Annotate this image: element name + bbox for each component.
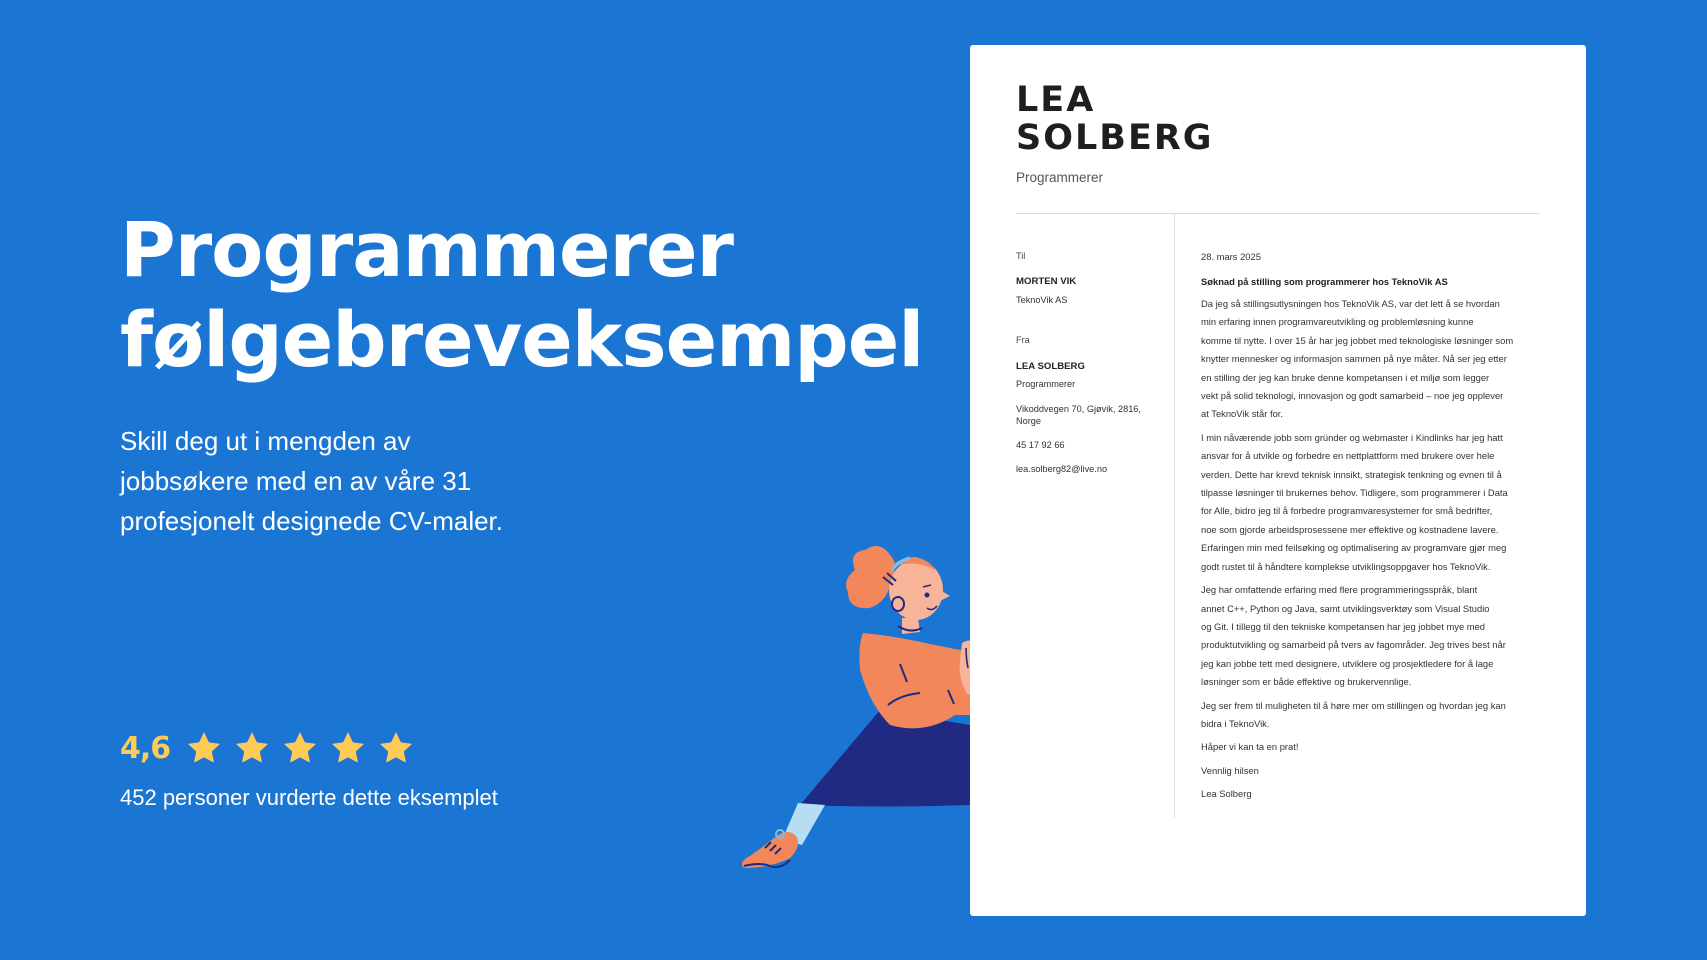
subtitle-line-1: Skill deg ut i mengden av	[120, 426, 411, 456]
contact-sidebar	[1016, 250, 1161, 475]
subtitle-line-3: profesjonelt designede CV-maler.	[120, 506, 504, 536]
applicant-role: Programmerer	[1016, 170, 1104, 185]
page-title-line-2: følgebreveksempel	[120, 295, 924, 384]
rating-block	[120, 728, 414, 768]
star-icon	[234, 731, 270, 765]
paragraph-line: min erfaring innen programvareutvikling og problemløsning kunne	[1201, 316, 1474, 328]
paragraph	[1201, 295, 1541, 424]
star-icon	[282, 731, 318, 765]
woman-illustration-icon	[730, 540, 980, 880]
recipient-label: Til	[1016, 251, 1026, 261]
paragraph-line: godt rustet til å håndtere komplekse utviklingsoppgaver hos TeknoVik.	[1201, 560, 1491, 572]
closing-line: Håper vi kan ta en prat!	[1201, 741, 1299, 753]
page-title-line-1: Programmerer	[120, 205, 733, 294]
header-divider	[1016, 213, 1540, 214]
applicant-name	[1016, 81, 1214, 157]
paragraph-line: annet C++, Python og Java, samt utviklingsverktøy som Visual Studio	[1201, 602, 1490, 614]
star-icon	[378, 731, 414, 765]
paragraph-line: bidra i TeknoVik.	[1201, 717, 1270, 729]
paragraph-line: jeg kan jobbe tett med designere, utviklere og prosjektledere for å lage	[1201, 657, 1494, 669]
paragraph-line: Erfaringen min med feilsøking og optimalisering av programvare gjør meg	[1201, 542, 1507, 554]
paragraph	[1201, 581, 1541, 691]
sender-name: LEA SOLBERG	[1016, 361, 1085, 372]
paragraph-line: knytter mennesker og informasjon sammen på nye måter. Nå ser jeg etter	[1201, 353, 1507, 365]
paragraph-line: produktutvikling og samarbeid på tvers av fagområder. Jeg trives best når	[1201, 639, 1506, 651]
star-rating	[186, 731, 414, 765]
sender-role: Programmerer	[1016, 379, 1076, 389]
paragraph-line: Da jeg så stillingsutlysningen hos TeknoVik AS, var det lett å se hvordan	[1201, 298, 1500, 309]
paragraph	[1201, 429, 1541, 576]
rating-count: 452 personer vurderte dette eksemplet	[120, 785, 498, 810]
paragraph-line: at TeknoVik står for.	[1201, 408, 1283, 420]
paragraph-line: vekt på solid teknologi, innovasjon og godt samarbeid – noe jeg opplever	[1201, 390, 1504, 402]
sign-off: Vennlig hilsen	[1201, 764, 1259, 776]
column-divider	[1174, 214, 1175, 818]
rating-value: 4,6	[120, 730, 171, 766]
paragraph-line: og Git. I tillegg til den tekniske kompetansen har jeg jobbet mye med	[1201, 620, 1486, 632]
sender-address-line-1: Vikoddvegen 70, Gjøvik, 2816,	[1016, 404, 1141, 414]
paragraph-line: tilpasse løsninger til brukernes behov. Tidligere, som programmerer i Data	[1201, 487, 1508, 499]
sender-label: Fra	[1016, 335, 1030, 345]
letter-date: 28. mars 2025	[1201, 251, 1261, 262]
paragraph	[1201, 697, 1541, 734]
applicant-last-name: SOLBERG	[1016, 118, 1214, 158]
letter-subject: Søknad på stilling som programmerer hos TeknoVik AS	[1201, 276, 1448, 287]
cover-letter-card	[970, 45, 1586, 916]
paragraph-line: ansvar for å utvikle og forbedre en nettplattform med brukere over hele	[1201, 450, 1495, 462]
paragraph-line: I min nåværende jobb som gründer og webmaster i Kindlinks har jeg hatt	[1201, 431, 1503, 443]
recipient-name: MORTEN VIK	[1016, 276, 1077, 287]
sender-email: lea.solberg82@live.no	[1016, 464, 1108, 474]
paragraph-line: Jeg ser frem til muligheten til å høre mer om stillingen og hvordan jeg kan	[1201, 699, 1506, 711]
page-title	[120, 205, 924, 385]
paragraph-line: komme til nytte. I over 15 år har jeg jobbet med teknologiske løsninger som	[1201, 334, 1514, 346]
hero-subtitle	[120, 421, 560, 541]
signature: Lea Solberg	[1201, 788, 1252, 800]
paragraph-line: for Alle, bidro jeg til å forbedre programvaresystemer for små bedrifter,	[1201, 505, 1493, 517]
star-icon	[186, 731, 222, 765]
applicant-first-name: LEA	[1016, 80, 1096, 120]
hero-section	[120, 205, 924, 385]
sender-address-line-2: Norge	[1016, 416, 1042, 426]
paragraph-line: noe som gjorde arbeidsprosessene mer effektive og kostnadene lavere.	[1201, 523, 1499, 535]
sender-phone: 45 17 92 66	[1016, 440, 1065, 450]
recipient-company: TeknoVik AS	[1016, 295, 1068, 305]
subtitle-line-2: jobbsøkere med en av våre 31	[120, 466, 472, 496]
paragraph-line: verden. Dette har krevd teknisk innsikt, strategisk tenkning og evnen til å	[1201, 468, 1502, 480]
paragraph-line: en stilling der jeg kan bruke denne kompetansen i et miljø som legger	[1201, 371, 1490, 383]
letter-body	[1201, 251, 1541, 809]
paragraph-line: Jeg har omfattende erfaring med flere programmeringsspråk, blant	[1201, 584, 1478, 596]
star-icon	[330, 731, 366, 765]
paragraph-line: løsninger som er både effektive og brukervennlige.	[1201, 676, 1412, 688]
